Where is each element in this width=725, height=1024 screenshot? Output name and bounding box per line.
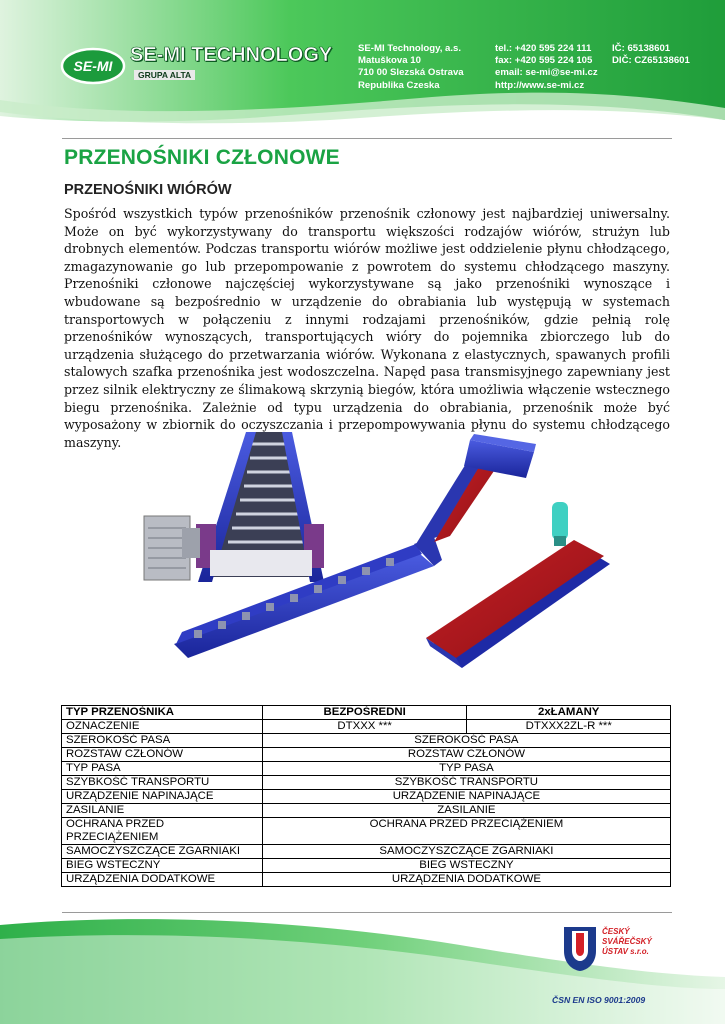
row-label: ZASILANIE [62, 804, 263, 818]
certification-logo [560, 925, 670, 975]
iso-standard-label: ČSN EN ISO 9001:2009 [552, 995, 646, 1005]
row-value: URZĄDZENIA DODATKOWE [262, 873, 670, 887]
table-row [62, 762, 671, 776]
conveyor-product-photo [134, 432, 610, 690]
website-link[interactable]: http://www.se-mi.cz [495, 79, 585, 91]
row-label: OCHRANA PRZED PRZECIĄŻENIEM [62, 818, 263, 845]
table-row [62, 790, 671, 804]
header-type: TYP PRZENOŚNIKA [62, 706, 263, 720]
row-value: SAMOCZYSZCZĄCE ZGARNIAKI [262, 845, 670, 859]
row-label: SAMOCZYSZCZĄCE ZGARNIAKI [62, 845, 263, 859]
company-ids [612, 43, 690, 67]
company-line: SE-MI Technology, a.s. [358, 43, 462, 54]
row-value: TYP PASA [262, 762, 670, 776]
brand-name: SE-MI TECHNOLOGY [130, 44, 333, 66]
designation-direct: DTXXX *** [262, 720, 467, 734]
row-value: OCHRANA PRZED PRZECIĄŻENIEM [262, 818, 670, 845]
logo-mark: SE-MI [73, 58, 113, 74]
company-line: Matuškova 10 [358, 55, 421, 67]
certification-name [602, 927, 652, 957]
row-label: TYP PASA [62, 762, 263, 776]
table-row [62, 748, 671, 762]
header-double: 2xŁAMANY [467, 706, 671, 720]
page-title: PRZENOŚNIKI CZŁONOWE [64, 146, 340, 169]
table-row [62, 804, 671, 818]
row-label: OZNACZENIE [62, 720, 263, 734]
row-value: SZEROKOŚĆ PASA [262, 734, 670, 748]
cert-name-line: ČESKÝ [602, 927, 630, 936]
row-value: BIEG WSTECZNY [262, 859, 670, 873]
row-value: URZĄDZENIE NAPINAJĄCE [262, 790, 670, 804]
table-header-row [62, 706, 671, 720]
ic-number: IČ: 65138601 [612, 43, 671, 54]
phone-text: tel.: +420 595 224 111 [495, 43, 592, 54]
row-value: ROZSTAW CZŁONÓW [262, 748, 670, 762]
spec-table [61, 705, 671, 887]
company-address [358, 43, 464, 92]
direct-conveyor-render [144, 432, 324, 582]
row-label: URZĄDZENIA DODATKOWE [62, 873, 263, 887]
row-label: URZĄDZENIE NAPINAJĄCE [62, 790, 263, 804]
table-row [62, 818, 671, 845]
top-divider [62, 138, 672, 139]
bottom-divider [62, 912, 672, 913]
company-logo [60, 40, 333, 90]
group-name: GRUPA ALTA [134, 70, 195, 80]
welding-institute-shield-icon [560, 925, 600, 973]
section-subtitle: PRZENOŚNIKI WIÓRÓW [64, 182, 232, 198]
header-direct: BEZPOŚREDNI [262, 706, 467, 720]
company-contact [495, 43, 598, 92]
cert-name-line: SVÁŘEČSKÝ [602, 937, 652, 946]
description-paragraph: Spośród wszystkich typów przenośników przenośnik członowy jest najbardziej uniwersalny. Może on być wykorzystywany do transportu większości rodzajów wiórów, strużyn lub drobnych elementów. Podczas transportu wiórów możliwe jest oddzielenie płynu chłodzącego, zmagazynowanie go lub przepompowanie z powrotem do systemu chłodzącego maszyny. Przenośniki członowe najczęściej wykorzystywane są jako przenośniki wynoszące i wbudowane są bezpośrednio w urządzenie do obrabiania lub występują w systemach transportowych w połączeniu z innymi rodzajami przenośników, gdzie pełnią rolę przenośników wynoszących, transportujących wióry do pojemnika zbiorczego lub do urządzenia służącego do przetwarzania wiórów. Wykonana z elastycznych, spawanych profili stalowych szafka przenośnika jest wodoszczelna. Napęd pasa transmisyjnego zapewniany jest przez silnik elektryczny ze ślimakową skrzynią biegów, która umożliwia włączenie wstecznego biegu przenośnika. Zależnie od typu urządzenia do obrabiania, przenośnik może być wyposażony w zbiornik do oczyszczania i przepompowywania płynu do systemu chłodzącego maszyny. [64, 206, 670, 450]
table-row [62, 845, 671, 859]
row-value: ZASILANIE [262, 804, 670, 818]
inclined-conveyor-render [416, 434, 536, 544]
table-row [62, 873, 671, 887]
email-link[interactable]: email: se-mi@se-mi.cz [495, 67, 598, 79]
table-row [62, 776, 671, 790]
row-label: SZYBKOŚĆ TRANSPORTU [62, 776, 263, 790]
table-row [62, 720, 671, 734]
table-row [62, 859, 671, 873]
row-label: BIEG WSTECZNY [62, 859, 263, 873]
fax-text: fax: +420 595 224 105 [495, 55, 593, 67]
company-line: 710 00 Slezská Ostrava [358, 67, 464, 79]
designation-double: DTXXX2ZL-R *** [467, 720, 671, 734]
row-value: SZYBKOŚĆ TRANSPORTU [262, 776, 670, 790]
row-label: SZEROKOŚĆ PASA [62, 734, 263, 748]
cert-name-line: ÚSTAV s.r.o. [602, 947, 649, 956]
company-line: Republika Czeska [358, 79, 440, 91]
row-label: ROZSTAW CZŁONÓW [62, 748, 263, 762]
dic-number: DIČ: CZ65138601 [612, 55, 690, 67]
table-row [62, 734, 671, 748]
